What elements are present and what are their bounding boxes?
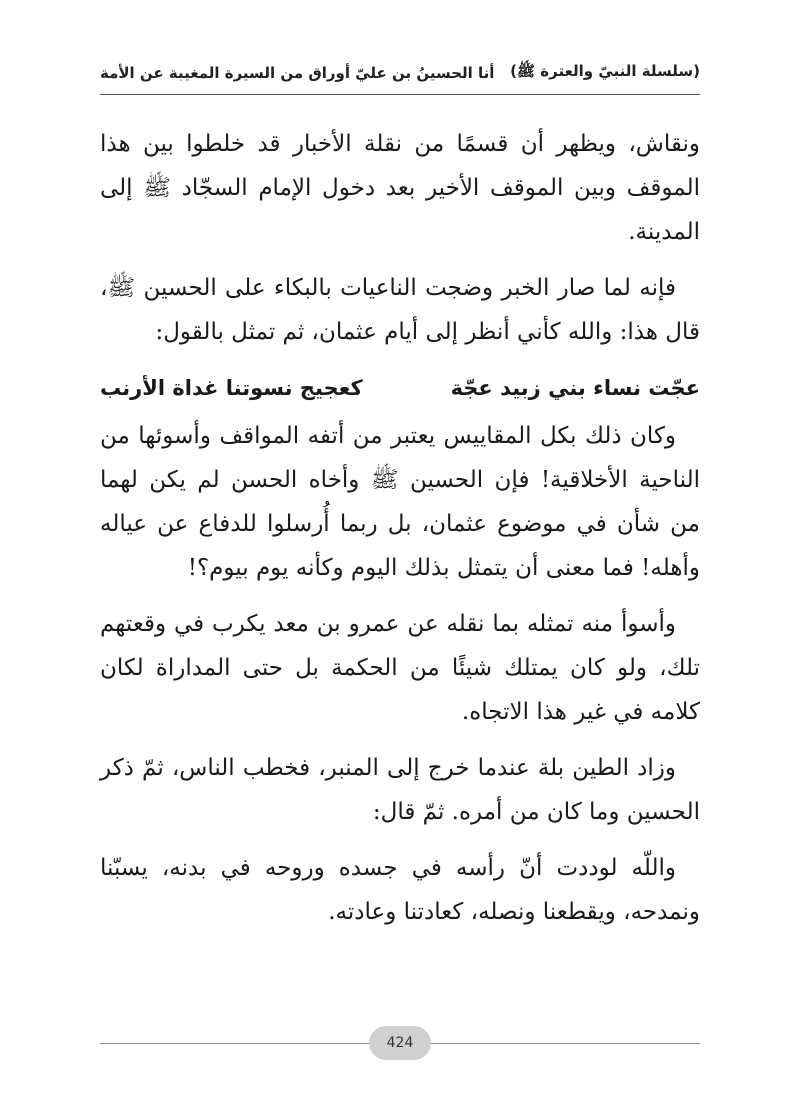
verse-hemistich-1: عجّت نساء بني زبيد عجّة [450,376,700,400]
paragraph-2: فإنه لما صار الخبر وضجت الناعيات بالبكاء على الحسين ﷺ، قال هذا: والله كأني أنظر إلى أيام عثمان، ثم تمثل بالقول: [100,275,700,345]
paragraph-4: وأسوأ منه تمثله بما نقله عن عمرو بن معد يكرب في وقعتهم تلك، ولو كان يمتلك شيئًا من الحكمة بل حتى المداراة لكان كلامه في غير هذا الاتجاه. [100,611,700,725]
running-header [100,58,700,88]
paragraph-5: وزاد الطين بلة عندما خرج إلى المنبر، فخطب الناس، ثمّ ذكر الحسين وما كان من أمره. ثمّ قال: [100,755,700,825]
body-text [100,122,700,946]
header-rule [100,94,700,95]
book-title: أنا الحسينُ بن عليّ أوراق من السيرة المغيبة عن الأمة [100,64,495,82]
paragraph-1: ونقاش، ويظهر أن قسمًا من نقلة الأخبار قد خلطوا بين هذا الموقف وبين الموقف الأخير بعد دخول الإمام السجّاد ﷺ إلى المدينة. [100,131,700,245]
page-number-badge: 424 [369,1026,431,1060]
verse-hemistich-2: كعجيج نسوتنا غداة الأرنب [100,376,363,400]
paragraph-6: واللّه لوددت أنّ رأسه في جسده وروحه في بدنه، يسبّنا ونمدحه، ويقطعنا ونصله، كعادتنا وعادته. [100,855,700,925]
paragraph-3: وكان ذلك بكل المقاييس يعتبر من أتفه المواقف وأسوئها من الناحية الأخلاقية! فإن الحسين ﷺ وأخاه الحسن لم يكن لهما من شأن في موضوع عثمان، بل ربما أُرسلوا للدفاع عن عياله وأهله! فما معنى أن يتمثل بذلك اليوم وكأنه يوم بيوم؟! [100,423,700,581]
series-title: (سلسلة النبيّ والعترة ﷺ) [510,62,700,80]
poetry-verse [100,366,700,410]
